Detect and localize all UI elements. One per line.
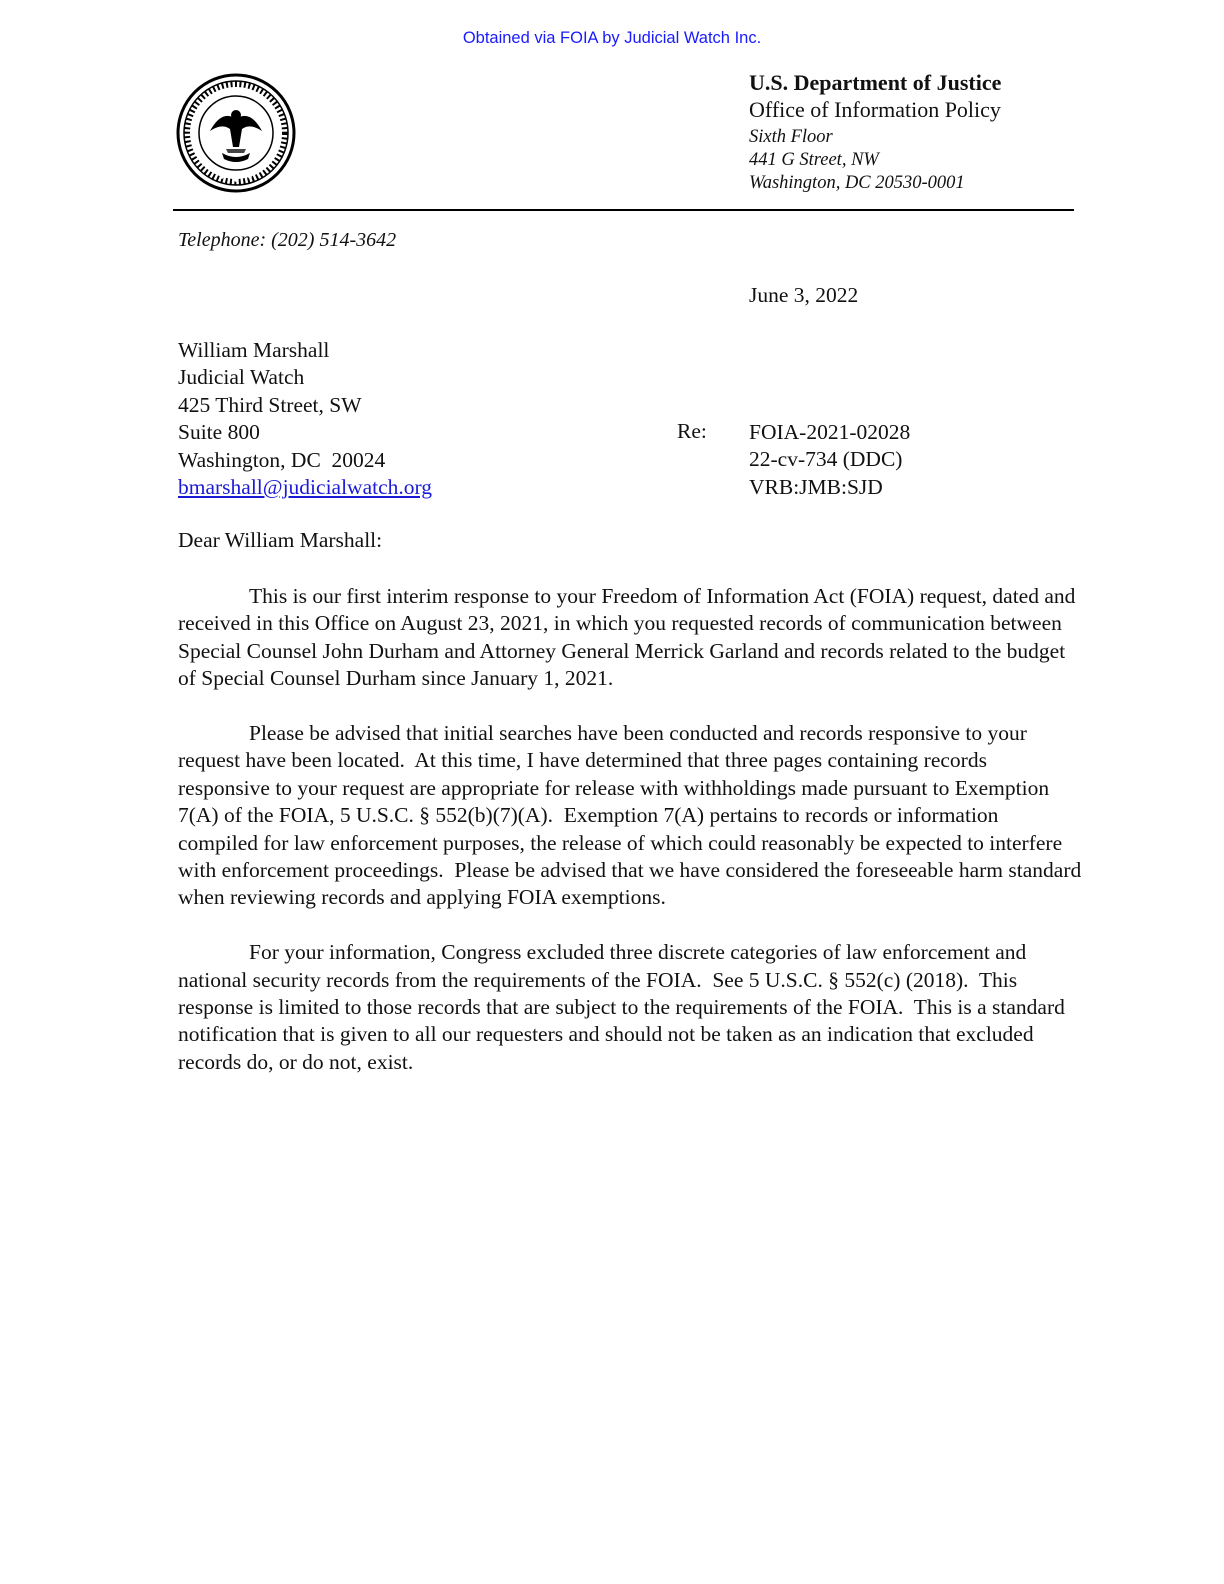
- letter-date: June 3, 2022: [749, 283, 859, 307]
- letterhead: [749, 72, 1001, 197]
- recipient-city: Washington, DC 20024: [178, 447, 386, 472]
- recipient-street: 425 Third Street, SW: [178, 392, 362, 417]
- reference-initials: VRB:JMB:SJD: [749, 474, 883, 499]
- recipient-suite: Suite 800: [178, 420, 260, 445]
- body-paragraph: Please be advised that initial searches have been conducted and records responsive to your request have been located. At this time, I have determined that three pages containing records responsive to your request are appropriate for release with withholdings made pursuant to Exemption 7(A) of the FOIA, 5 U.S.C. § 552(b)(7)(A). Exemption 7(A) pertains to records or information compiled for law enforcement purposes, the release of which could reasonably be expected to interfere with enforcement proceedings. Please be advised that we have considered the foreseeable harm standard when reviewing records and applying FOIA exemptions.: [178, 721, 1087, 910]
- salutation: Dear William Marshall:: [178, 528, 383, 552]
- doj-seal-icon: [176, 73, 296, 193]
- recipient-email-link[interactable]: bmarshall@judicialwatch.org: [178, 475, 433, 500]
- office-address-city: Washington, DC 20530-0001: [749, 173, 965, 193]
- office-name: Office of Information Policy: [749, 97, 1001, 122]
- letter-body: [178, 583, 1087, 1104]
- office-address-floor: Sixth Floor: [749, 127, 833, 147]
- recipient-address: [178, 337, 432, 501]
- department-name: U.S. Department of Justice: [749, 70, 1002, 95]
- reference-foia-number: FOIA-2021-02028: [749, 420, 911, 444]
- reference-label: Re:: [677, 419, 707, 443]
- telephone: Telephone: (202) 514-3642: [178, 229, 397, 251]
- body-paragraph: For your information, Congress excluded three discrete categories of law enforcement and national security records from the requirements of the FOIA. See 5 U.S.C. § 552(c) (2018). This response is limited to those records that are subject to the requirements of the FOIA. This is a standard notification that is given to all our requesters and should not be taken as an indication that excluded records do, or do not, exist.: [178, 940, 1071, 1074]
- recipient-name: William Marshall: [178, 338, 330, 362]
- letterhead-divider: [173, 209, 1074, 211]
- reference-case-number: 22-cv-734 (DDC): [749, 447, 903, 472]
- foia-watermark: Obtained via FOIA by Judicial Watch Inc.: [462, 29, 762, 47]
- reference-block: [749, 419, 910, 501]
- office-address-street: 441 G Street, NW: [749, 150, 879, 170]
- body-paragraph: This is our first interim response to your Freedom of Information Act (FOIA) request, dated and received in this Office on August 23, 2021, in which you requested records of communication between Special Counsel John Durham and Attorney General Merrick Garland and records related to the budget of Special Counsel Durham since January 1, 2021.: [178, 584, 1081, 691]
- recipient-organization: Judicial Watch: [178, 365, 305, 390]
